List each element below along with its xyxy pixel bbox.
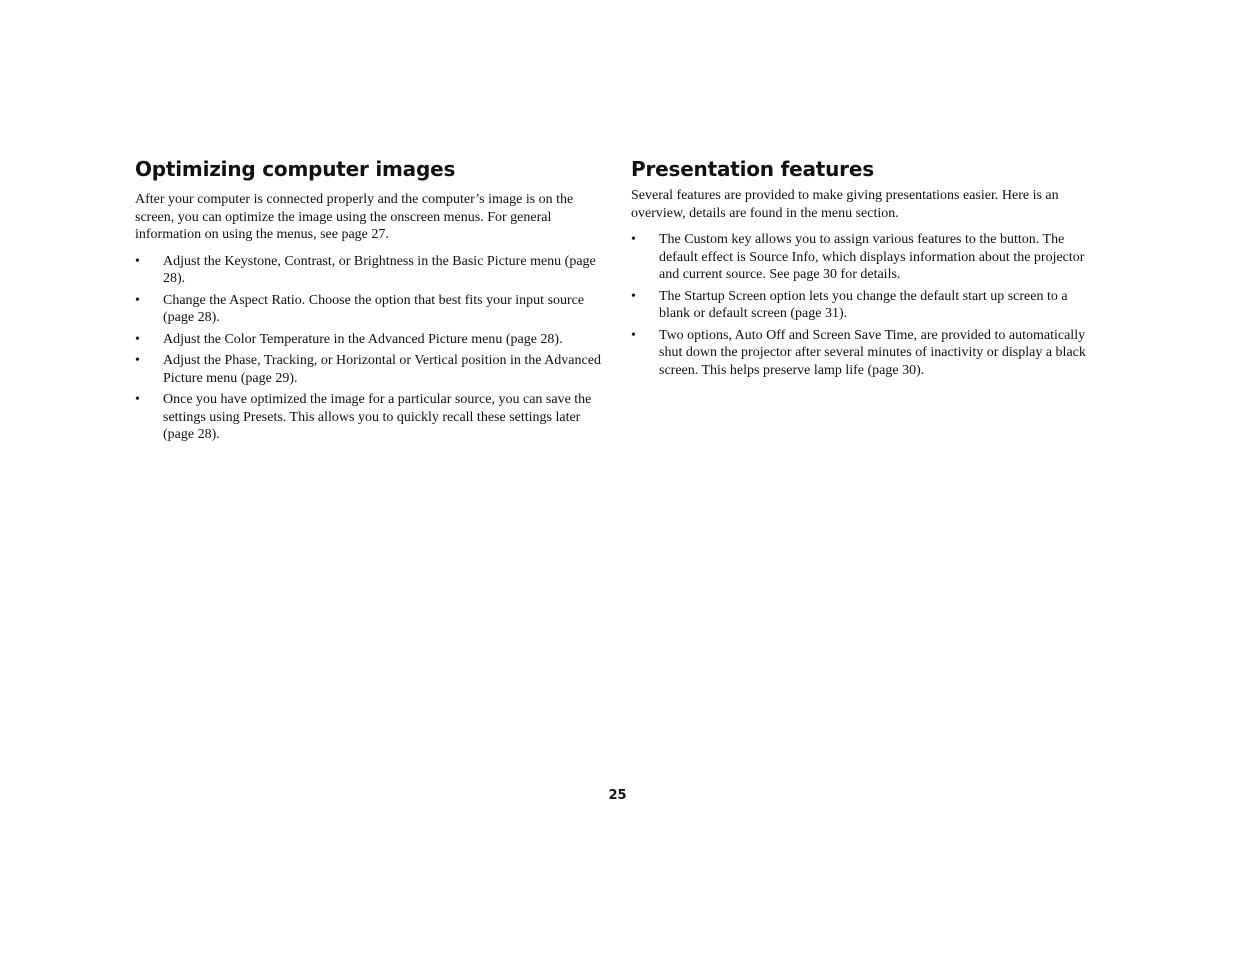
list-item — [135, 331, 605, 349]
bullet-icon: • — [135, 392, 140, 407]
list-item-text: Once you have optimized the image for a particular source, you can save the settings using Presets. This allows you to quickly recall these settings later (page 28). — [163, 392, 592, 442]
list-item — [135, 292, 605, 327]
bullet-icon: • — [135, 253, 140, 269]
list-item — [135, 253, 605, 288]
list-item-text: Adjust the Keystone, Contrast, or Brightness in the Basic Picture menu (page 28). — [163, 253, 596, 286]
bullet-list-optimizing — [135, 253, 605, 444]
page-number: 25 — [608, 788, 627, 803]
section-heading-optimizing: Optimizing computer images — [135, 157, 456, 181]
bullet-icon: • — [135, 331, 140, 347]
section-heading-presentation: Presentation features — [631, 157, 874, 181]
bullet-icon: • — [631, 288, 636, 304]
section-intro-presentation: Several features are provided to make giving presentations easier. Here is an overview, details are found in the menu section. — [631, 188, 1059, 221]
bullet-icon: • — [135, 292, 140, 308]
list-item-text: Change the Aspect Ratio. Choose the option that best fits your input source (page 28). — [163, 292, 585, 325]
list-item — [135, 352, 605, 387]
left-column — [135, 155, 605, 448]
bullet-icon: • — [135, 353, 140, 368]
bullet-list-presentation — [631, 231, 1101, 379]
list-item — [631, 231, 1101, 284]
bullet-icon: • — [631, 232, 636, 247]
list-item-text: Two options, Auto Off and Screen Save Time, are provided to automatically shut down the projector after several minutes of inactivity or display a black screen. This helps preserve lamp life (page 30). — [659, 327, 1086, 378]
list-item-text: The Startup Screen option lets you change the default start up screen to a blank or default screen (page 31). — [659, 288, 1068, 321]
section-intro-optimizing: After your computer is connected properly and the computer’s image is on the screen, you can optimize the image using the onscreen menus. For general information on using the menus, see page 27. — [135, 192, 574, 242]
list-item — [631, 327, 1101, 380]
bullet-icon: • — [631, 327, 636, 343]
list-item-text: Adjust the Color Temperature in the Advanced Picture menu (page 28). — [163, 331, 563, 347]
list-item-text: The Custom key allows you to assign various features to the button. The default effect is Source Info, which displays information about the projector and current source. See page 30 for details. — [659, 232, 1085, 282]
list-item — [631, 288, 1101, 323]
right-column — [631, 155, 1101, 383]
list-item — [135, 391, 605, 444]
list-item-text: Adjust the Phase, Tracking, or Horizontal or Vertical position in the Advanced Picture menu (page 29). — [163, 353, 601, 386]
